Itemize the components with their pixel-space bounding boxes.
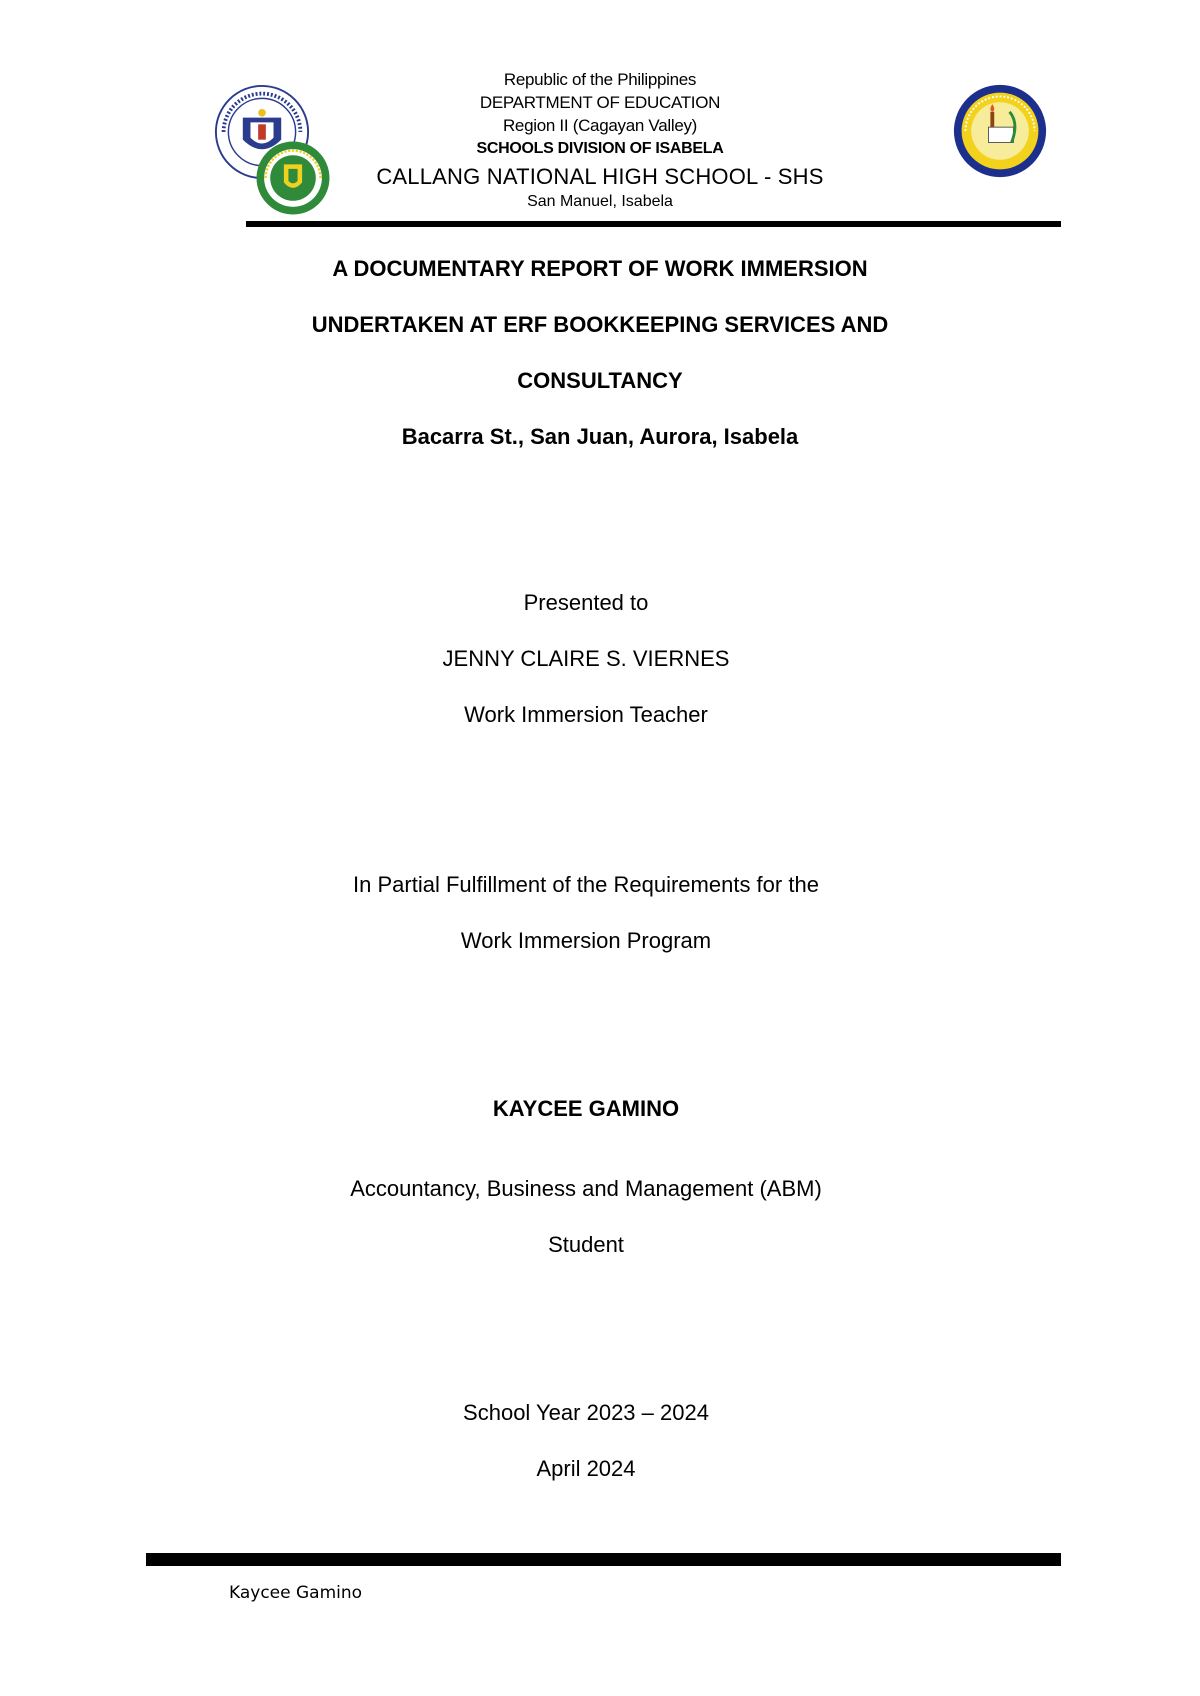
footer-author: Kaycee Gamino xyxy=(229,1583,363,1603)
school-address: San Manuel, Isabela xyxy=(527,193,673,210)
letterhead xyxy=(0,68,1200,212)
school-year: School Year 2023 – 2024 xyxy=(463,1400,709,1425)
fulfillment-line-2: Work Immersion Program xyxy=(460,928,712,953)
student-strand: Accountancy, Business and Management (ABM) xyxy=(350,1176,822,1201)
division-line: SCHOOLS DIVISION OF ISABELA xyxy=(476,140,724,157)
teacher-name: JENNY CLAIRE S. VIERNES xyxy=(442,646,730,671)
teacher-role: Work Immersion Teacher xyxy=(464,702,708,727)
footer-rule xyxy=(146,1553,1061,1566)
fulfillment-line-1: In Partial Fulfillment of the Requirements for the xyxy=(353,872,819,897)
presented-label: Presented to xyxy=(523,590,649,615)
region-line: Region II (Cagayan Valley) xyxy=(502,116,698,135)
company-location: Bacarra St., San Juan, Aurora, Isabela xyxy=(401,424,799,449)
report-title-line-1: A DOCUMENTARY REPORT OF WORK IMMERSION xyxy=(332,256,868,281)
header-rule xyxy=(246,221,1061,227)
department-line: DEPARTMENT OF EDUCATION xyxy=(479,93,721,112)
report-title-line-2: UNDERTAKEN AT ERF BOOKKEEPING SERVICES AND xyxy=(311,312,889,337)
student-role: Student xyxy=(548,1232,624,1257)
republic-line: Republic of the Philippines xyxy=(503,70,697,89)
school-name: CALLANG NATIONAL HIGH SCHOOL - SHS xyxy=(376,164,824,189)
student-name: KAYCEE GAMINO xyxy=(492,1096,680,1121)
report-title-line-3: CONSULTANCY xyxy=(517,368,683,393)
submission-month: April 2024 xyxy=(536,1456,636,1481)
